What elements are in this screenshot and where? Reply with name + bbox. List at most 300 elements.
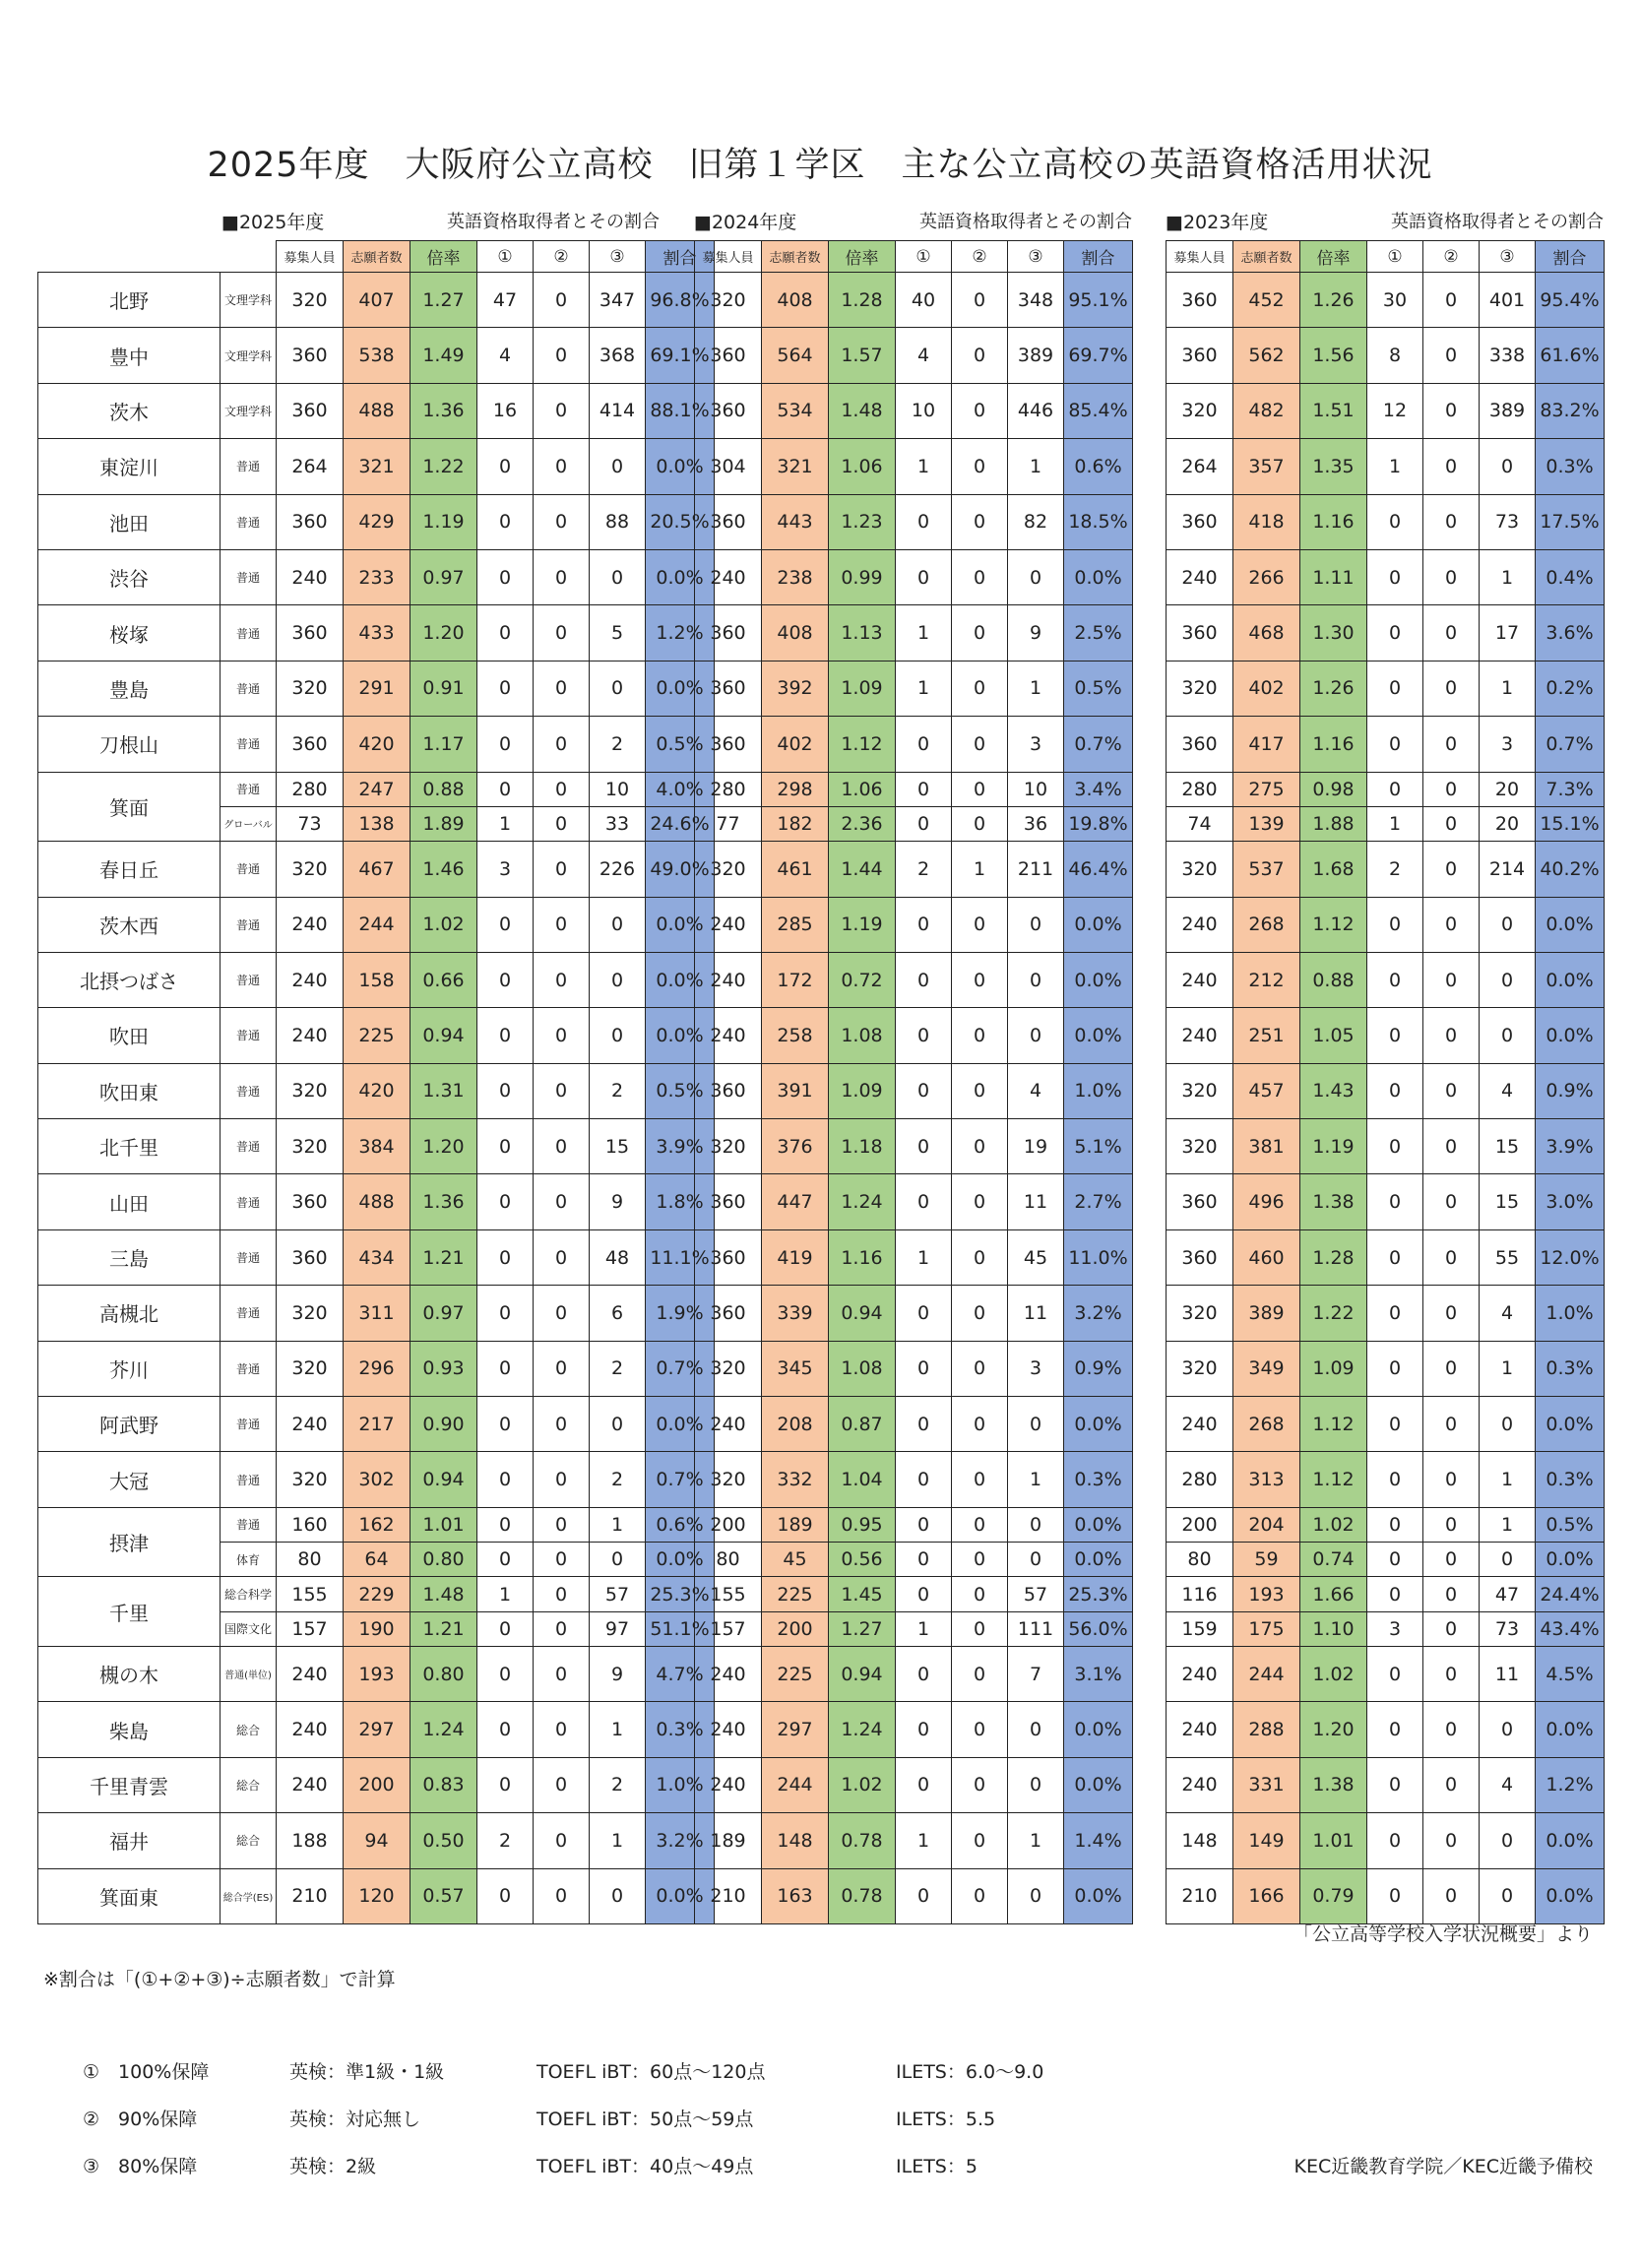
table-row [38,1286,715,1341]
course-name: 普通 [221,661,277,716]
cell-pct: 40.2% [1536,842,1605,897]
cell-c3: 17 [1480,605,1536,661]
cell-applicants: 482 [1233,383,1300,438]
header-c2: ② [534,241,590,273]
cell-c2: 0 [952,1286,1008,1341]
cell-pct: 0.0% [1064,1702,1133,1757]
cell-c1: 0 [896,806,952,841]
cell-capacity: 240 [1167,1702,1233,1757]
cell-c3: 2 [590,1452,646,1507]
cell-applicants: 291 [344,661,410,716]
cell-pct: 0.7% [1064,717,1133,772]
cell-capacity: 240 [277,549,344,604]
cell-capacity: 240 [695,1008,762,1063]
cell-c3: 368 [590,328,646,383]
cell-ratio: 0.57 [410,1868,477,1923]
cell-c2: 0 [952,328,1008,383]
cell-ratio: 1.28 [1300,1229,1367,1285]
cell-pct: 25.3% [646,1577,715,1611]
cell-capacity: 360 [695,605,762,661]
header-pct: 割合 [1064,241,1133,273]
legend-eiken-1: 英検：準1級・1級 [289,2061,445,2083]
table-row [1167,1757,1605,1812]
cell-c1: 0 [477,549,534,604]
cell-capacity: 304 [695,439,762,494]
cell-capacity: 320 [277,1063,344,1118]
cell-c2: 0 [534,439,590,494]
cell-capacity: 264 [1167,439,1233,494]
table-row [1167,897,1605,952]
table-row [38,1757,715,1812]
table-row [38,494,715,549]
cell-capacity: 240 [695,1397,762,1452]
cell-applicants: 468 [1233,605,1300,661]
school-name: 吹田東 [38,1063,221,1118]
cell-ratio: 1.56 [1300,328,1367,383]
cell-c2: 0 [534,842,590,897]
cell-ratio: 1.66 [1300,1577,1367,1611]
table-row [1167,842,1605,897]
cell-ratio: 1.06 [829,439,896,494]
cell-capacity: 160 [277,1507,344,1542]
cell-capacity: 80 [695,1543,762,1577]
school-name: 阿武野 [38,1397,221,1452]
cell-pct: 0.5% [1536,1507,1605,1542]
cell-c2: 0 [534,897,590,952]
cell-pct: 24.4% [1536,1577,1605,1611]
table-row [38,1119,715,1174]
table-row [1167,1229,1605,1285]
cell-c1: 0 [477,605,534,661]
cell-applicants: 251 [1233,1008,1300,1063]
cell-applicants: 225 [762,1646,829,1701]
cell-ratio: 1.51 [1300,383,1367,438]
cell-ratio: 1.26 [1300,661,1367,716]
cell-pct: 1.0% [1064,1063,1133,1118]
table-row [695,1341,1133,1396]
cell-c2: 0 [952,605,1008,661]
cell-applicants: 392 [762,661,829,716]
cell-c3: 0 [1008,897,1064,952]
cell-c2: 0 [1423,1452,1480,1507]
school-name: 箕面東 [38,1868,221,1923]
school-name: 吹田 [38,1008,221,1063]
cell-capacity: 320 [1167,1286,1233,1341]
cell-c3: 0 [1008,1702,1064,1757]
column-header-row [1167,241,1605,273]
legend-mark-1: ① 100%保障 [83,2061,210,2083]
header-c2: ② [952,241,1008,273]
cell-applicants: 266 [1233,549,1300,604]
cell-ratio: 1.48 [410,1577,477,1611]
cell-c1: 0 [477,1543,534,1577]
header-c1: ① [1367,241,1423,273]
cell-ratio: 0.91 [410,661,477,716]
cell-capacity: 360 [277,328,344,383]
cell-capacity: 157 [695,1611,762,1646]
cell-applicants: 321 [762,439,829,494]
cell-capacity: 159 [1167,1611,1233,1646]
cell-ratio: 1.35 [1300,439,1367,494]
cell-c3: 20 [1480,772,1536,806]
cell-applicants: 537 [1233,842,1300,897]
cell-applicants: 564 [762,328,829,383]
cell-applicants: 562 [1233,328,1300,383]
cell-c1: 0 [477,772,534,806]
cell-applicants: 467 [344,842,410,897]
cell-applicants: 138 [344,806,410,841]
cell-c1: 4 [477,328,534,383]
cell-c3: 211 [1008,842,1064,897]
cell-capacity: 280 [1167,1452,1233,1507]
cell-capacity: 240 [277,1397,344,1452]
table-row [38,1174,715,1229]
cell-capacity: 320 [695,1341,762,1396]
cell-ratio: 1.08 [829,1008,896,1063]
course-name: 普通 [221,1063,277,1118]
cell-capacity: 280 [277,772,344,806]
cell-c2: 0 [534,661,590,716]
cell-c1: 1 [477,806,534,841]
table-row [38,328,715,383]
cell-c3: 0 [590,952,646,1007]
table-row [695,1646,1133,1701]
cell-c1: 0 [1367,717,1423,772]
cell-ratio: 1.49 [410,328,477,383]
course-name: 文理学科 [221,273,277,328]
cell-c1: 0 [1367,1868,1423,1923]
source-note: 「公立高等学校入学状況概要」より [1293,1923,1593,1945]
cell-applicants: 376 [762,1119,829,1174]
cell-ratio: 1.17 [410,717,477,772]
school-name: 大冠 [38,1452,221,1507]
table-row [1167,806,1605,841]
cell-c3: 15 [590,1119,646,1174]
cell-c3: 88 [590,494,646,549]
cell-applicants: 420 [344,1063,410,1118]
cell-applicants: 302 [344,1452,410,1507]
legend-toefl-3: TOEFL iBT：40点～49点 [536,2156,754,2177]
cell-capacity: 240 [1167,1757,1233,1812]
cell-c1: 3 [1367,1611,1423,1646]
cell-applicants: 238 [762,549,829,604]
cell-pct: 0.5% [646,717,715,772]
cell-pct: 15.1% [1536,806,1605,841]
cell-ratio: 1.38 [1300,1174,1367,1229]
course-name: 普通 [221,439,277,494]
cell-c2: 0 [1423,1646,1480,1701]
cell-c2: 0 [1423,1702,1480,1757]
cell-applicants: 433 [344,605,410,661]
cell-ratio: 1.16 [1300,494,1367,549]
cell-c3: 0 [590,897,646,952]
cell-applicants: 311 [344,1286,410,1341]
cell-capacity: 320 [695,1119,762,1174]
cell-applicants: 45 [762,1543,829,1577]
cell-ratio: 1.06 [829,772,896,806]
school-name: 渋谷 [38,549,221,604]
cell-pct: 1.8% [646,1174,715,1229]
table-row [1167,1577,1605,1611]
cell-c3: 1 [590,1507,646,1542]
cell-c3: 97 [590,1611,646,1646]
cell-c2: 0 [1423,1397,1480,1452]
cell-capacity: 360 [695,383,762,438]
cell-applicants: 297 [344,1702,410,1757]
cell-pct: 3.9% [646,1119,715,1174]
ratio-label: 英語資格取得者とその割合 [919,212,1132,232]
cell-c2: 0 [534,1611,590,1646]
cell-c1: 0 [477,1757,534,1812]
cell-ratio: 1.44 [829,842,896,897]
cell-c2: 0 [952,1646,1008,1701]
cell-c2: 0 [534,1757,590,1812]
cell-c1: 0 [1367,1646,1423,1701]
cell-capacity: 188 [277,1813,344,1868]
cell-c3: 0 [1480,1868,1536,1923]
cell-capacity: 155 [695,1577,762,1611]
cell-c3: 36 [1008,806,1064,841]
cell-capacity: 240 [695,549,762,604]
cell-pct: 46.4% [1064,842,1133,897]
cell-ratio: 1.08 [829,1341,896,1396]
cell-c1: 0 [477,717,534,772]
cell-c3: 11 [1008,1286,1064,1341]
cell-c2: 0 [534,1286,590,1341]
header-c1: ① [477,241,534,273]
cell-c2: 0 [1423,383,1480,438]
cell-c2: 1 [952,842,1008,897]
cell-ratio: 0.87 [829,1397,896,1452]
cell-applicants: 345 [762,1341,829,1396]
cell-pct: 3.9% [1536,1119,1605,1174]
course-name: 普通 [221,897,277,952]
cell-applicants: 166 [1233,1868,1300,1923]
cell-c2: 0 [952,439,1008,494]
cell-pct: 0.0% [646,549,715,604]
cell-c2: 0 [1423,1119,1480,1174]
cell-capacity: 360 [1167,1229,1233,1285]
cell-pct: 0.0% [1536,1397,1605,1452]
cell-ratio: 0.90 [410,1397,477,1452]
cell-applicants: 204 [1233,1507,1300,1542]
table-row [38,842,715,897]
cell-applicants: 391 [762,1063,829,1118]
table-row [695,772,1133,806]
cell-c3: 4 [1008,1063,1064,1118]
cell-c1: 0 [896,1119,952,1174]
cell-c2: 0 [952,1063,1008,1118]
cell-applicants: 429 [344,494,410,549]
cell-c1: 1 [896,661,952,716]
cell-applicants: 389 [1233,1286,1300,1341]
cell-ratio: 1.24 [829,1174,896,1229]
cell-c2: 0 [1423,549,1480,604]
header-c3: ③ [1480,241,1536,273]
cell-c1: 16 [477,383,534,438]
cell-capacity: 360 [695,1063,762,1118]
cell-c3: 45 [1008,1229,1064,1285]
cell-capacity: 157 [277,1611,344,1646]
cell-capacity: 360 [277,1229,344,1285]
cell-ratio: 1.19 [1300,1119,1367,1174]
cell-capacity: 240 [1167,549,1233,604]
cell-pct: 0.5% [646,1063,715,1118]
course-name: グローバル [221,806,277,841]
cell-pct: 95.4% [1536,273,1605,328]
school-name: 茨木 [38,383,221,438]
cell-capacity: 189 [695,1813,762,1868]
cell-applicants: 496 [1233,1174,1300,1229]
cell-c2: 0 [534,494,590,549]
cell-capacity: 320 [1167,842,1233,897]
course-name: 普通 [221,772,277,806]
cell-ratio: 1.01 [1300,1813,1367,1868]
table-row [1167,772,1605,806]
year-label: ■2023年度 [1166,212,1269,233]
ratio-label: 英語資格取得者とその割合 [1391,212,1604,232]
cell-c1: 0 [896,1397,952,1452]
table-row [38,1452,715,1507]
cell-capacity: 320 [695,273,762,328]
cell-capacity: 360 [277,605,344,661]
ratio-label: 英語資格取得者とその割合 [447,212,660,232]
table-row [38,1341,715,1396]
table-row [38,1868,715,1923]
table-row [695,806,1133,841]
table-row [695,605,1133,661]
cell-c1: 0 [896,1868,952,1923]
cell-c1: 0 [896,952,952,1007]
cell-c3: 19 [1008,1119,1064,1174]
cell-c3: 0 [1008,1507,1064,1542]
cell-c2: 0 [534,1577,590,1611]
cell-pct: 0.6% [646,1507,715,1542]
table-row [1167,1646,1605,1701]
cell-applicants: 268 [1233,897,1300,952]
cell-ratio: 1.20 [410,605,477,661]
cell-pct: 95.1% [1064,273,1133,328]
cell-c3: 389 [1008,328,1064,383]
cell-applicants: 296 [344,1341,410,1396]
cell-c2: 0 [1423,328,1480,383]
cell-c1: 0 [896,1543,952,1577]
school-name: 北摂つばさ [38,952,221,1007]
cell-c3: 10 [1008,772,1064,806]
cell-pct: 0.0% [1064,1757,1133,1812]
cell-c1: 0 [1367,897,1423,952]
table-row [695,439,1133,494]
cell-c3: 0 [1008,1397,1064,1452]
cell-c2: 0 [952,717,1008,772]
cell-pct: 0.9% [1064,1341,1133,1396]
cell-pct: 51.1% [646,1611,715,1646]
cell-ratio: 1.88 [1300,806,1367,841]
course-name: 文理学科 [221,328,277,383]
cell-ratio: 1.11 [1300,549,1367,604]
cell-c1: 0 [477,1397,534,1452]
cell-capacity: 210 [277,1868,344,1923]
course-name: 普通 [221,1229,277,1285]
block-header-y2025 [221,208,660,235]
table-row [38,1229,715,1285]
cell-ratio: 0.80 [410,1646,477,1701]
cell-ratio: 0.66 [410,952,477,1007]
cell-applicants: 297 [762,1702,829,1757]
cell-c3: 347 [590,273,646,328]
cell-applicants: 402 [762,717,829,772]
cell-pct: 0.0% [1064,1868,1133,1923]
cell-c3: 73 [1480,1611,1536,1646]
cell-c3: 9 [1008,605,1064,661]
cell-c1: 0 [477,1646,534,1701]
cell-c3: 0 [1480,1397,1536,1452]
cell-c3: 0 [1480,1008,1536,1063]
cell-c2: 0 [534,1174,590,1229]
cell-applicants: 217 [344,1397,410,1452]
calculation-note: ※割合は「(①+②+③)÷志願者数」で計算 [43,1969,396,1990]
cell-pct: 56.0% [1064,1611,1133,1646]
cell-c3: 82 [1008,494,1064,549]
cell-applicants: 331 [1233,1757,1300,1812]
cell-c3: 0 [1008,1543,1064,1577]
table-row [1167,1119,1605,1174]
cell-c3: 20 [1480,806,1536,841]
cell-pct: 69.7% [1064,328,1133,383]
cell-c3: 73 [1480,494,1536,549]
cell-c1: 0 [1367,1813,1423,1868]
header-ratio: 倍率 [1300,241,1367,273]
cell-applicants: 434 [344,1229,410,1285]
legend-ielts-2: ILETS：5.5 [896,2109,996,2130]
cell-ratio: 0.97 [410,1286,477,1341]
cell-c3: 0 [1480,952,1536,1007]
cell-applicants: 244 [344,897,410,952]
cell-c1: 0 [1367,1008,1423,1063]
cell-pct: 0.0% [1064,897,1133,952]
school-name: 北野 [38,273,221,328]
header-capacity: 募集人員 [277,241,344,273]
table-row [695,1577,1133,1611]
cell-ratio: 1.36 [410,383,477,438]
cell-applicants: 321 [344,439,410,494]
cell-c1: 0 [1367,772,1423,806]
table-row [695,1702,1133,1757]
cell-c2: 0 [1423,1229,1480,1285]
cell-c2: 0 [534,806,590,841]
block-header-y2023 [1166,208,1604,235]
cell-applicants: 534 [762,383,829,438]
cell-c1: 12 [1367,383,1423,438]
cell-c3: 1 [1480,549,1536,604]
cell-c2: 0 [952,549,1008,604]
cell-ratio: 0.78 [829,1868,896,1923]
table-row [695,1286,1133,1341]
cell-capacity: 320 [277,1286,344,1341]
cell-capacity: 116 [1167,1577,1233,1611]
cell-c3: 0 [1008,1757,1064,1812]
table-row [38,1397,715,1452]
cell-c2: 0 [952,1757,1008,1812]
cell-applicants: 381 [1233,1119,1300,1174]
cell-ratio: 1.02 [1300,1507,1367,1542]
cell-pct: 7.3% [1536,772,1605,806]
course-name: 普通 [221,1286,277,1341]
cell-c1: 0 [1367,1229,1423,1285]
cell-applicants: 190 [344,1611,410,1646]
cell-c1: 0 [896,1174,952,1229]
cell-c2: 0 [1423,1543,1480,1577]
